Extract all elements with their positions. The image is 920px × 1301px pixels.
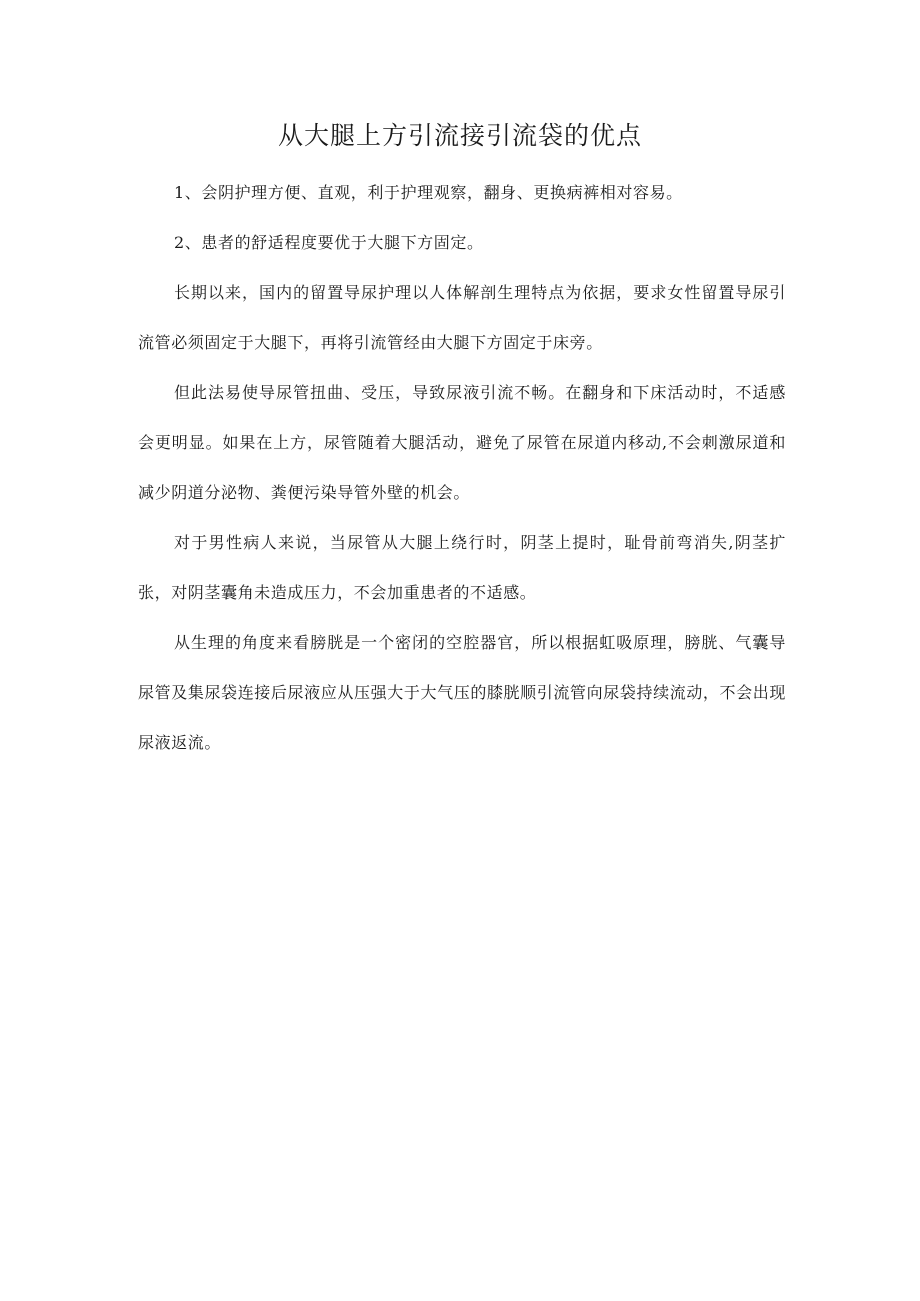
document-body	[138, 168, 786, 768]
paragraph-1: 1、会阴护理方便、直观，利于护理观察，翻身、更换病裤相对容易。	[174, 183, 683, 202]
document-title: 从大腿上方引流接引流袋的优点	[277, 121, 642, 150]
paragraph-3: 长期以来，国内的留置导尿护理以人体解剖生理特点为依据，要求女性留置导尿引流管必须固定于大腿下，再将引流管经由大腿下方固定于床旁。	[138, 283, 786, 352]
paragraph-5: 对于男性病人来说，当尿管从大腿上绕行时，阴茎上提时，耻骨前弯消失,阴茎扩张，对阴茎囊角未造成压力，不会加重患者的不适感。	[138, 533, 786, 602]
paragraph-4: 但此法易使导尿管扭曲、受压，导致尿液引流不畅。在翻身和下床活动时，不适感会更明显。如果在上方，尿管随着大腿活动，避免了尿管在尿道内移动,不会刺激尿道和减少阴道分泌物、粪便污染导管外壁的机会。	[138, 383, 786, 502]
paragraph-6: 从生理的角度来看膀胱是一个密闭的空腔器官，所以根据虹吸原理，膀胱、气囊导尿管及集尿袋连接后尿液应从压强大于大气压的膝胱顺引流管向尿袋持续流动，不会出现尿液返流。	[138, 633, 786, 752]
paragraph-2: 2、患者的舒适程度要优于大腿下方固定。	[174, 233, 484, 252]
